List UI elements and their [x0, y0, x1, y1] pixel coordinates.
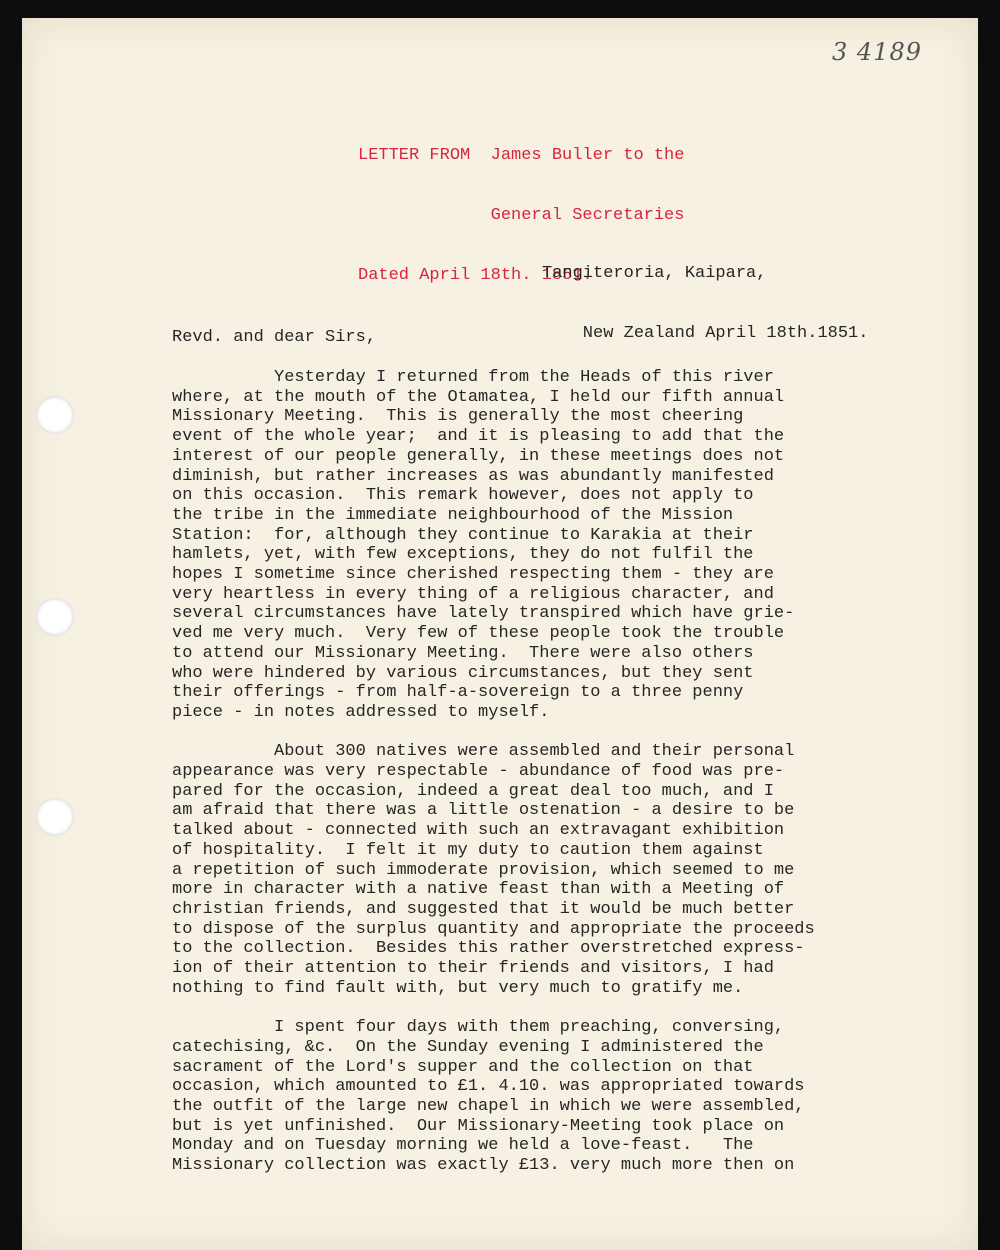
paragraph-line: but is yet unfinished. Our Missionary-Meeting took place on — [172, 1116, 785, 1136]
paragraph-line: of hospitality. I felt it my duty to caution them against — [172, 840, 764, 860]
paragraph-line: hopes I sometime since cherished respecting them - they are — [172, 565, 774, 585]
paragraph — [172, 368, 962, 723]
paragraph-line: Yesterday I returned from the Heads of this river — [172, 368, 774, 387]
paragraph — [172, 1018, 962, 1176]
paragraph-line: to attend our Missionary Meeting. There were also others — [172, 643, 754, 663]
paragraph-line: pared for the occasion, indeed a great deal too much, and I — [172, 781, 774, 801]
punch-hole — [36, 798, 74, 836]
address-line: New Zealand April 18th.1851. — [542, 324, 869, 343]
paragraph-line: their offerings - from half-a-sovereign to a three penny — [172, 683, 744, 703]
paragraph — [172, 742, 962, 998]
punch-hole — [36, 396, 74, 434]
paragraph-line: occasion, which amounted to £1. 4.10. was appropriated towards — [172, 1077, 805, 1097]
paragraph-line: the tribe in the immediate neighbourhood of the Mission — [172, 505, 734, 525]
paragraph-line: I spent four days with them preaching, conversing, — [172, 1018, 785, 1038]
paragraph-line: ion of their attention to their friends and visitors, I had — [172, 959, 774, 979]
catalog-number: 3 4189 — [832, 38, 922, 66]
paragraph-line: several circumstances have lately transpired which have grie- — [172, 604, 795, 624]
paragraph-line: nothing to find fault with, but very much to gratify me. — [172, 978, 744, 998]
heading-line: LETTER FROM James Buller to the — [358, 146, 685, 165]
paragraph-line: who were hindered by various circumstances, but they sent — [172, 663, 754, 683]
address-line: Tangiteroria, Kaipara, — [542, 264, 767, 283]
paragraph-line: am afraid that there was a little ostenation - a desire to be — [172, 801, 795, 821]
paragraph-line: very heartless in every thing of a religious character, and — [172, 584, 774, 604]
paragraph-line: Missionary Meeting. This is generally the most cheering — [172, 407, 744, 427]
heading-line: Dated April 18th. 1851. — [358, 266, 593, 285]
sender-address — [542, 224, 868, 384]
punch-hole — [36, 598, 74, 636]
paragraph-line: on this occasion. This remark however, does not apply to — [172, 486, 754, 506]
paragraph-line: interest of our people generally, in these meetings does not — [172, 446, 785, 466]
paragraph-line: the outfit of the large new chapel in which we were assembled, — [172, 1096, 805, 1116]
paragraph-line: Monday and on Tuesday morning we held a love-feast. The — [172, 1136, 754, 1156]
paragraph-line: ved me very much. Very few of these people took the trouble — [172, 624, 785, 644]
paragraph-line: christian friends, and suggested that it would be much better — [172, 899, 795, 919]
paragraph-line: to dispose of the surplus quantity and appropriate the proceeds — [172, 919, 815, 939]
paragraph-line: About 300 natives were assembled and their personal — [172, 742, 795, 762]
paragraph-line: catechising, &c. On the Sunday evening I administered the — [172, 1037, 764, 1057]
paragraph-line: piece - in notes addressed to myself. — [172, 702, 550, 722]
paragraph-line: talked about - connected with such an extravagant exhibition — [172, 821, 785, 841]
paragraph-line: Missionary collection was exactly £13. very much more then on — [172, 1156, 795, 1176]
paragraph-line: to the collection. Besides this rather overstretched express- — [172, 939, 805, 959]
paragraph-line: more in character with a native feast than with a Meeting of — [172, 880, 785, 900]
paragraph-line: where, at the mouth of the Otamatea, I held our fifth annual — [172, 387, 785, 407]
paragraph-line: event of the whole year; and it is pleasing to add that the — [172, 427, 785, 447]
paragraph-line: a repetition of such immoderate provision, which seemed to me — [172, 860, 795, 880]
heading-line: General Secretaries — [358, 206, 685, 225]
paragraph-line: appearance was very respectable - abundance of food was pre- — [172, 762, 785, 782]
salutation: Revd. and dear Sirs, — [172, 328, 377, 347]
letter-page — [22, 18, 978, 1250]
paragraph-line: Station: for, although they continue to Karakia at their — [172, 525, 754, 545]
paragraph-line: diminish, but rather increases as was abundantly manifested — [172, 466, 774, 486]
letter-body — [172, 368, 962, 1195]
paragraph-line: sacrament of the Lord's supper and the collection on that — [172, 1057, 754, 1077]
paragraph-line: hamlets, yet, with few exceptions, they do not fulfil the — [172, 545, 754, 565]
